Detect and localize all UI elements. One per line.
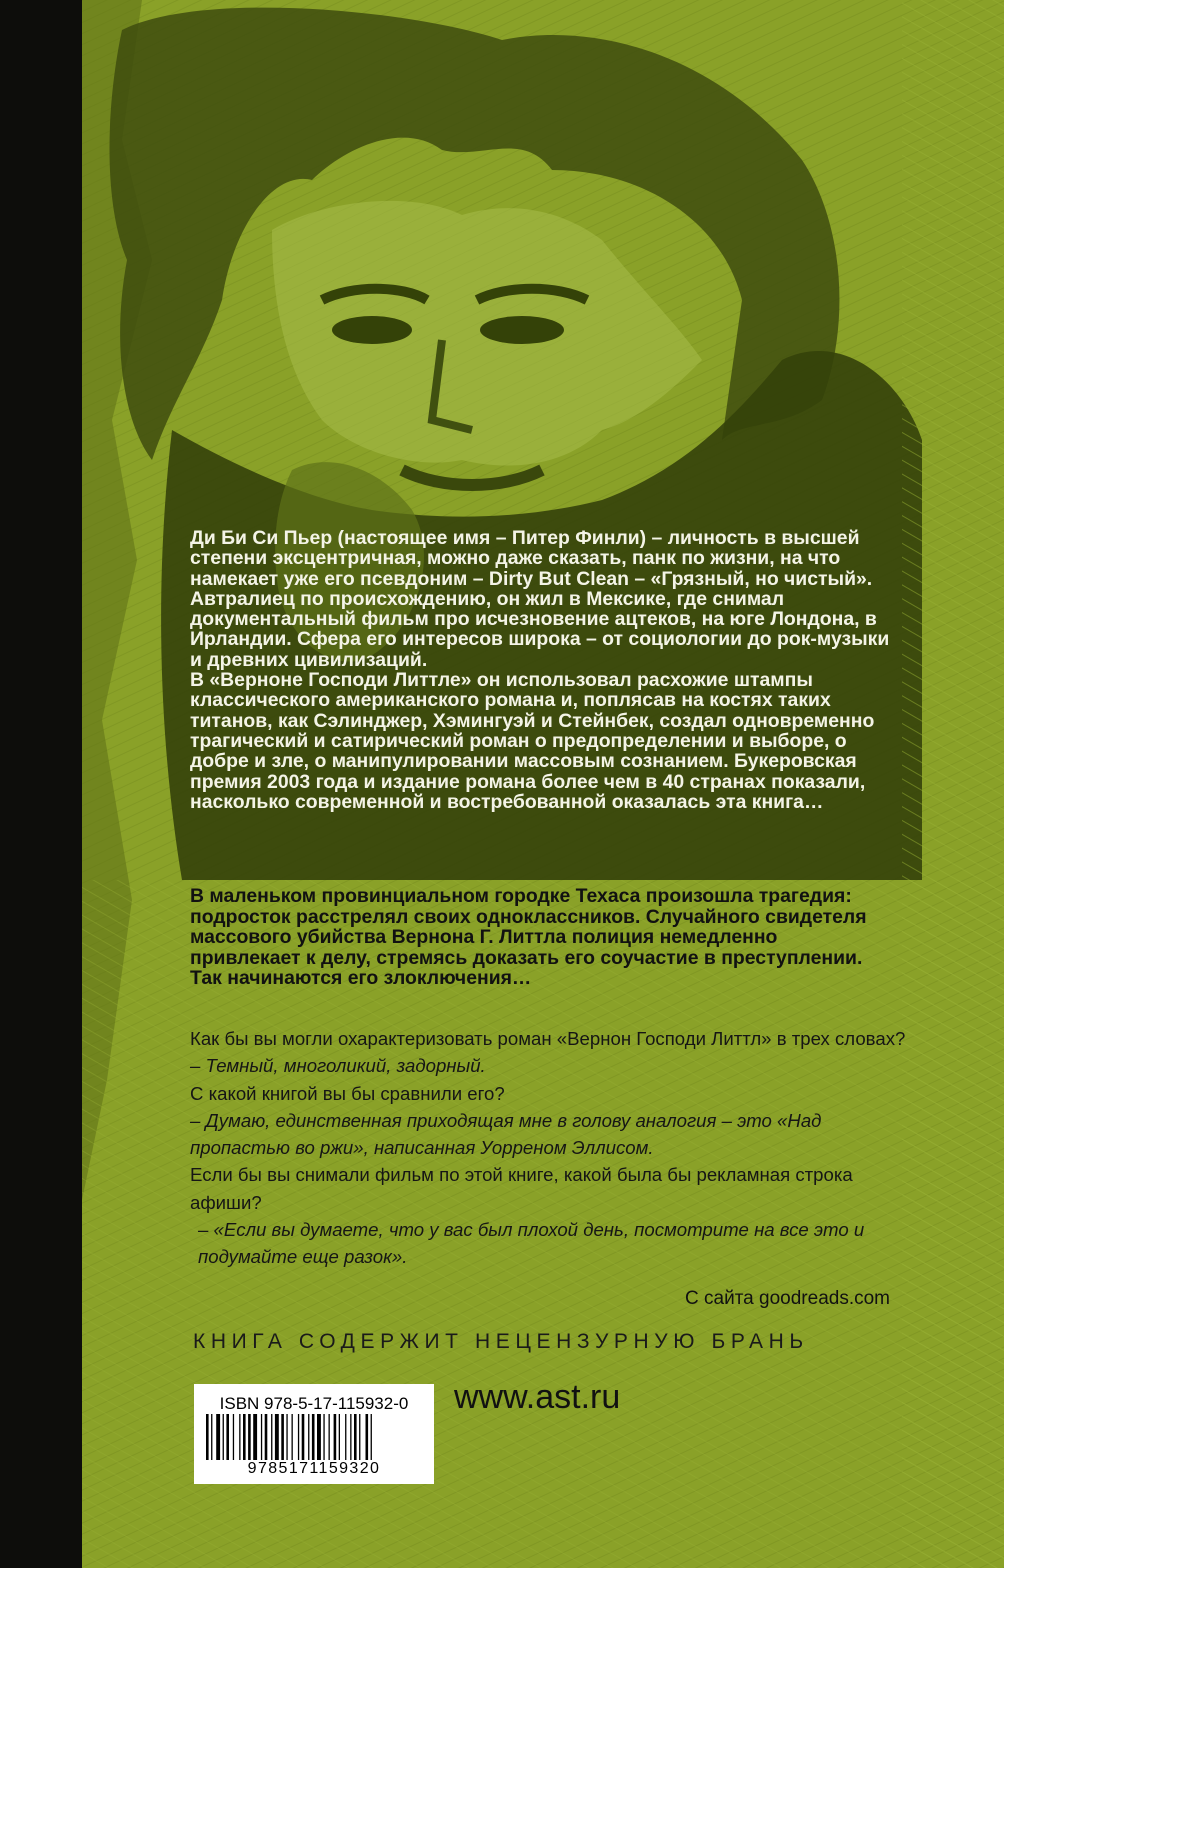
- barcode-bars: [206, 1414, 422, 1460]
- bio-paragraph: Ди Би Си Пьер (настоящее имя – Питер Финли) – личность в высшей степени эксцентричная, можно даже сказать, панк по жизни, на что намекает уже его псевдоним – Dirty But Clean – «Грязный, но чистый».: [190, 527, 873, 590]
- content-warning: КНИГА СОДЕРЖИТ НЕЦЕНЗУРНУЮ БРАНЬ: [193, 1330, 809, 1353]
- qa-answer: – «Если вы думаете, что у вас был плохой день, посмотрите на все это и подумайте еще разок».: [198, 1219, 865, 1268]
- barcode-bar: [366, 1414, 369, 1460]
- barcode-bar: [253, 1414, 257, 1460]
- barcode-bar: [323, 1414, 324, 1460]
- barcode-bar: [329, 1414, 330, 1460]
- barcode-bar: [261, 1414, 262, 1460]
- bio-paragraph: Автралиец по происхождению, он жил в Мексике, где снимал документальный фильм про исчезновение ацтеков, на юге Лондона, в Ирландии. Сфера его интересов широка – от социологии до рок-музыки и древних цивилизаций.: [190, 587, 890, 671]
- barcode-bar: [308, 1414, 309, 1460]
- barcode-bar: [298, 1414, 299, 1460]
- author-biography: [190, 528, 890, 812]
- barcode-number: 9785171159320: [247, 1460, 381, 1477]
- barcode-bar: [271, 1414, 272, 1460]
- barcode-bar: [281, 1414, 284, 1460]
- quote-source: С сайта goodreads.com: [685, 1288, 890, 1309]
- qa-question: Как бы вы могли охарактеризовать роман «Вернон Господи Литтл» в трех словах?: [190, 1028, 906, 1049]
- barcode-bar: [359, 1414, 360, 1460]
- barcode-bar: [339, 1414, 340, 1460]
- barcode-bar: [350, 1414, 351, 1460]
- barcode-bar: [334, 1414, 337, 1460]
- barcode-bar: [243, 1414, 246, 1460]
- barcode-bar: [223, 1414, 224, 1460]
- barcode-bar: [211, 1414, 212, 1460]
- qa-answer: – Темный, многоликий, задорный.: [190, 1055, 486, 1077]
- barcode-bar: [226, 1414, 229, 1460]
- back-cover: [82, 0, 1004, 1568]
- qa-question: Если бы вы снимали фильм по этой книге, какой была бы рекламная строка афиши?: [190, 1164, 853, 1213]
- barcode-bar: [265, 1414, 268, 1460]
- publisher-website: www.ast.ru: [454, 1378, 621, 1416]
- isbn-barcode: [194, 1384, 434, 1484]
- qa-answer: – Думаю, единственная приходящая мне в голову аналогия – это «Над пропастью во ржи», написанная Уорреном Эллисом.: [190, 1109, 822, 1159]
- barcode-bar: [275, 1414, 279, 1460]
- plot-blurb: В маленьком провинциальном городке Техаса произошла трагедия: подросток расстрелял своих одноклассников. Случайного свидетеля массового убийства Вернона Г. Литтла полиция немедленно привлекает к делу, стремясь доказать его соучастие в преступлении. Так начинаются его злоключения…: [190, 885, 867, 990]
- barcode-bar: [312, 1414, 315, 1460]
- barcode-bar: [216, 1414, 220, 1460]
- qa-question: С какой книгой вы бы сравнили его?: [190, 1082, 505, 1104]
- barcode-bar: [302, 1414, 305, 1460]
- barcode-bar: [371, 1414, 372, 1460]
- barcode-bar: [239, 1414, 240, 1460]
- barcode-bar: [317, 1414, 321, 1460]
- bio-paragraph: В «Верноне Господи Литтле» он использовал расхожие штампы классического американского романа и, поплясав на костях таких титанов, как Сэлинджер, Хэмингуэй и Стейнбек, создал одновременно трагический и сатирический роман о предопределении и выборе, о добре и зле, о манипулировании массовым сознанием. Букеровская премия 2003 года и издание романа более чем в 40 странах показали, насколько современной и востребованной оказалась эта книга…: [190, 669, 875, 813]
- isbn-label: ISBN 978-5-17-115932-0: [219, 1394, 409, 1413]
- interview-qa: [190, 1025, 910, 1271]
- barcode-bar: [233, 1414, 234, 1460]
- barcode-bar: [345, 1414, 346, 1460]
- barcode-bar: [286, 1414, 287, 1460]
- barcode-bar: [354, 1414, 357, 1460]
- barcode-bar: [292, 1414, 293, 1460]
- barcode-bar: [248, 1414, 251, 1460]
- barcode-bar: [206, 1414, 209, 1460]
- book-spine: [0, 0, 82, 1568]
